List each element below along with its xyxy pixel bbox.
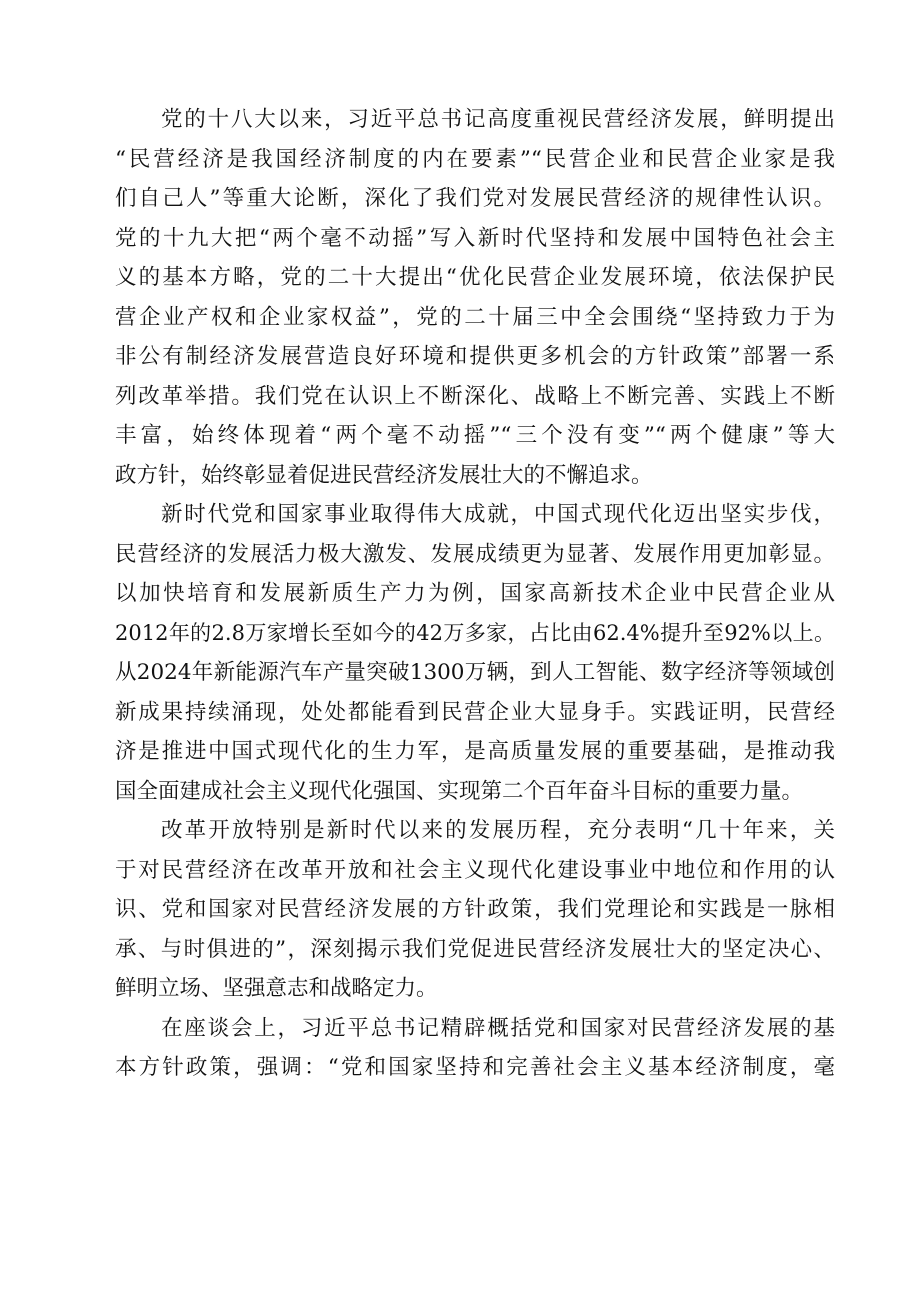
paragraph-3 bbox=[115, 811, 835, 1009]
text-line: 鲜明立场、坚强意志和战略定力。 bbox=[115, 976, 438, 1001]
text-line: 于对民营经济在改革开放和社会主义现代化建设事业中地位和作用的认 bbox=[115, 857, 835, 883]
text-line: 党的十八大以来，习近平总书记高度重视民营经济发展，鲜明提出 bbox=[161, 107, 835, 132]
text-line: 丰富，始终体现着“两个毫不动摇”“三个没有变”“两个健康”等大 bbox=[115, 423, 835, 448]
paragraph-4 bbox=[115, 1009, 835, 1088]
paragraph-1 bbox=[115, 100, 835, 495]
text-line: 本方针政策，强调：“党和国家坚持和完善社会主义基本经济制度，毫 bbox=[115, 1055, 835, 1080]
text-line: 2012年的2.8万家增长至如今的42万多家，占比由62.4%提升至92%以上。 bbox=[115, 620, 835, 645]
text-line: 新时代党和国家事业取得伟大成就，中国式现代化迈出坚实步伐， bbox=[161, 502, 835, 527]
text-line: 党的十九大把“两个毫不动摇”写入新时代坚持和发展中国特色社会主 bbox=[115, 225, 835, 251]
text-line: 政方针，始终彰显着促进民营经济发展壮大的不懈追求。 bbox=[115, 462, 653, 488]
text-line: 以加快培育和发展新质生产力为例，国家高新技术企业中民营企业从 bbox=[115, 581, 835, 606]
text-line: 承、与时俱进的”，深刻揭示我们党促进民营经济发展壮大的坚定决心、 bbox=[115, 936, 835, 962]
text-line: 们自己人”等重大论断，深化了我们党对发展民营经济的规律性认识。 bbox=[115, 186, 835, 211]
text-line: 列改革举措。我们党在认识上不断深化、战略上不断完善、实践上不断 bbox=[115, 383, 835, 409]
text-line: 识、党和国家对民营经济发展的方针政策，我们党理论和实践是一脉相 bbox=[115, 897, 835, 922]
text-line: 义的基本方略，党的二十大提出“优化民营企业发展环境，依法保护民 bbox=[115, 265, 835, 290]
text-line: 改革开放特别是新时代以来的发展历程，充分表明“几十年来，关 bbox=[161, 818, 835, 843]
text-line: 在座谈会上，习近平总书记精辟概括党和国家对民营经济发展的基 bbox=[161, 1015, 835, 1041]
paragraph-2 bbox=[115, 495, 835, 811]
text-line: 从2024年新能源汽车产量突破1300万辆，到人工智能、数字经济等领域创 bbox=[115, 660, 835, 685]
text-line: 民营经济的发展活力极大激发、发展成绩更为显著、发展作用更加彰显。 bbox=[115, 541, 835, 567]
text-line: “民营经济是我国经济制度的内在要素”“民营企业和民营企业家是我 bbox=[115, 146, 835, 172]
text-line: 新成果持续涌现，处处都能看到民营企业大显身手。实践证明，民营经 bbox=[115, 699, 835, 725]
text-line: 营企业产权和企业家权益”，党的二十届三中全会围绕“坚持致力于为 bbox=[115, 304, 835, 330]
document-body bbox=[115, 100, 835, 1088]
text-line: 非公有制经济发展营造良好环境和提供更多机会的方针政策”部署一系 bbox=[115, 344, 835, 369]
text-line: 国全面建成社会主义现代化强国、实现第二个百年奋斗目标的重要力量。 bbox=[115, 778, 804, 804]
text-line: 济是推进中国式现代化的生力军，是高质量发展的重要基础，是推动我 bbox=[115, 739, 835, 764]
